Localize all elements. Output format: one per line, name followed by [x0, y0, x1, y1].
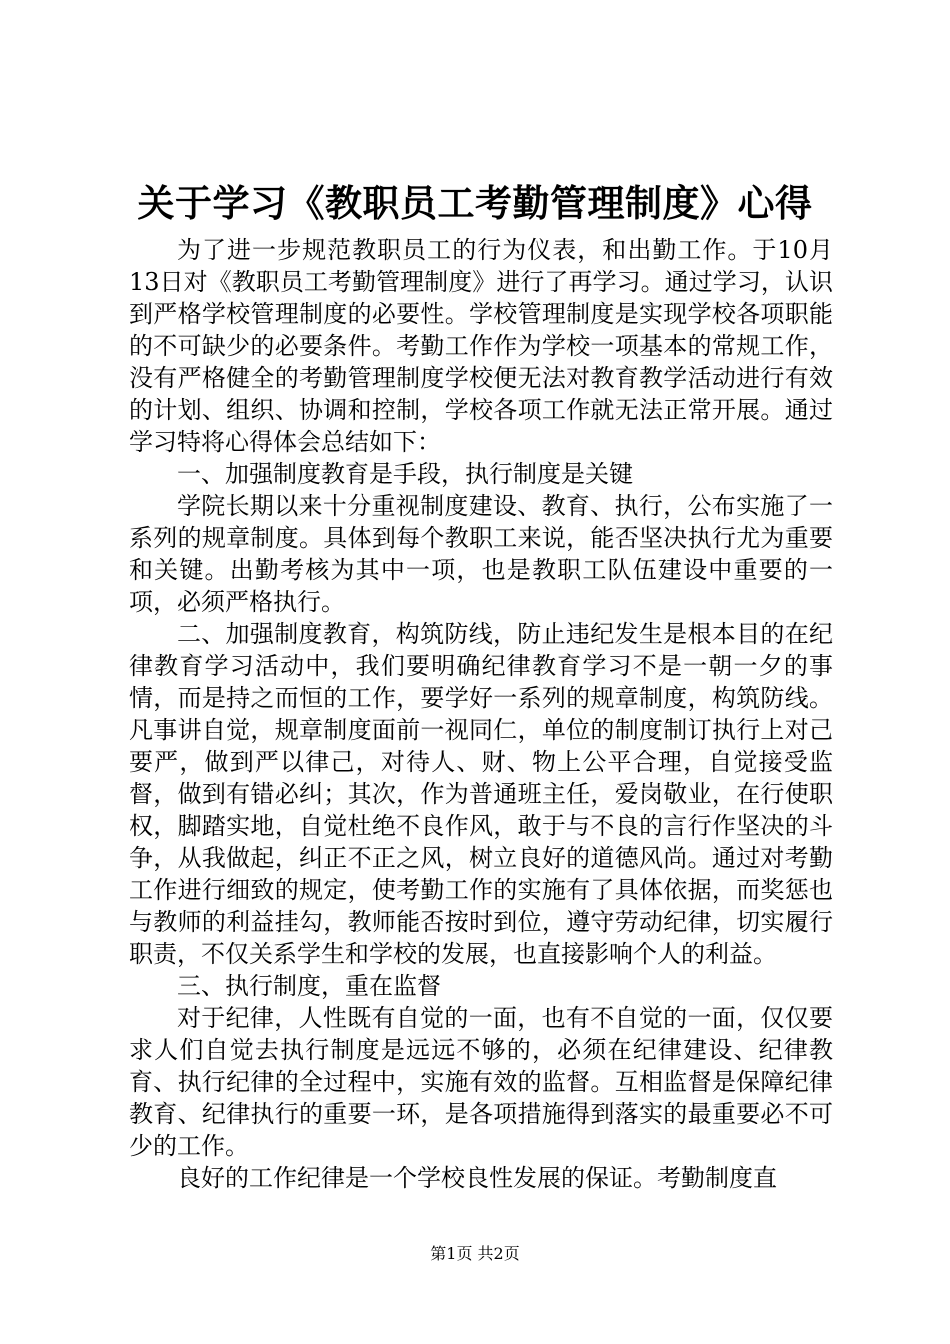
document-title: 关于学习《教职员工考勤管理制度》心得 — [137, 182, 813, 225]
paragraph-section-3: 对于纪律，人性既有自觉的一面，也有不自觉的一面，仅仅要求人们自觉去执行制度是远远不够的，必须在纪律建设、纪律教育、执行纪律的全过程中，实施有效的监督。互相监督是保障纪律教育、纪律执行的重要一环，是各项措施得到落实的最重要必不可少的工作。 — [129, 1004, 833, 1160]
paragraph-section-1: 学院长期以来十分重视制度建设、教育、执行，公布实施了一系列的规章制度。具体到每个教职工来说，能否坚决执行尤为重要和关键。出勤考核为其中一项，也是教职工队伍建设中重要的一项，必须严格执行。 — [129, 492, 833, 616]
paragraph-closing: 良好的工作纪律是一个学校良性发展的保证。考勤制度直 — [177, 1164, 777, 1192]
page-number-footer: 第1页 共2页 — [430, 1244, 520, 1263]
document-body — [129, 234, 833, 1194]
paragraph-section-2: 二、加强制度教育，构筑防线，防止违纪发生是根本目的在纪律教育学习活动中，我们要明确纪律教育学习不是一朝一夕的事情，而是持之而恒的工作，要学好一系列的规章制度，构筑防线。凡事讲自觉，规章制度面前一视同仁，单位的制度制订执行上对己要严，做到严以律己，对待人、财、物上公平合理，自觉接受监督，做到有错必纠；其次，作为普通班主任，爱岗敬业，在行使职权，脚踏实地，自觉杜绝不良作风，敢于与不良的言行作坚决的斗争，从我做起，纠正不正之风，树立良好的道德风尚。通过对考勤工作进行细致的规定，使考勤工作的实施有了具体依据，而奖惩也与教师的利益挂勾，教师能否按时到位，遵守劳动纪律，切实履行职责，不仅关系学生和学校的发展，也直接影响个人的利益。 — [129, 620, 833, 968]
section-heading-3: 三、执行制度，重在监督 — [177, 972, 441, 1000]
section-heading-1: 一、加强制度教育是手段，执行制度是关键 — [177, 460, 633, 488]
paragraph-intro: 为了进一步规范教职员工的行为仪表，和出勤工作。于10月13日对《教职员工考勤管理制度》进行了再学习。通过学习，认识到严格学校管理制度的必要性。学校管理制度是实现学校各项职能的不可缺少的必要条件。考勤工作作为学校一项基本的常规工作，没有严格健全的考勤管理制度学校便无法对教育教学活动进行有效的计划、组织、协调和控制，学校各项工作就无法正常开展。通过学习特将心得体会总结如下： — [129, 236, 833, 456]
